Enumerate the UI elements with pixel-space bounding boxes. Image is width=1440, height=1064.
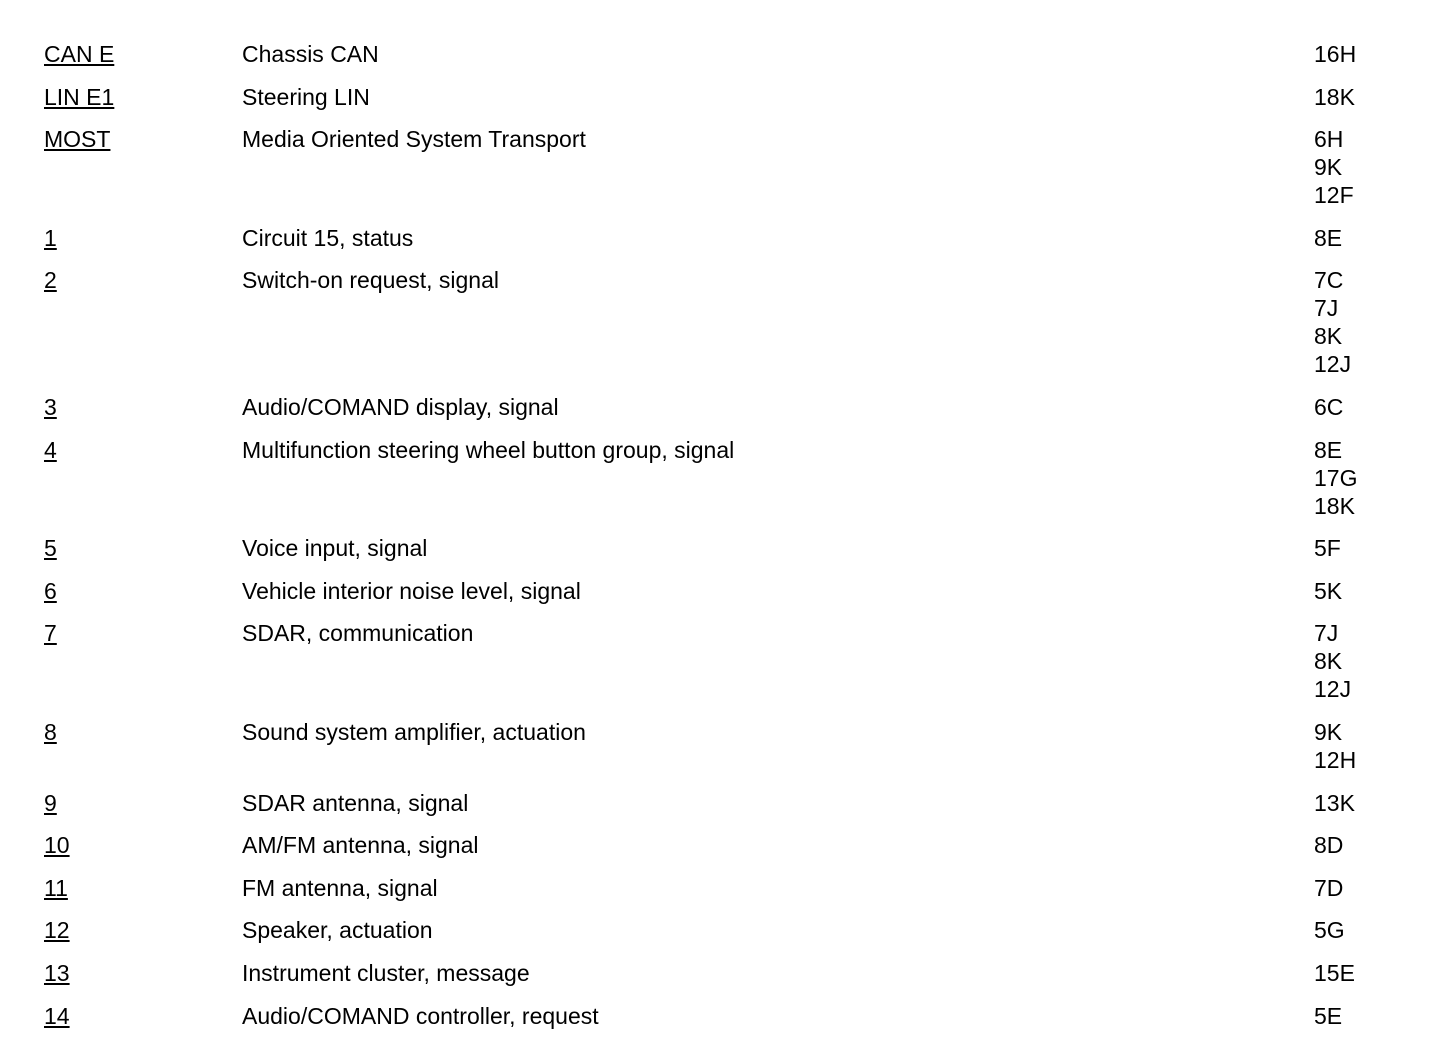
- legend-description: Multifunction steering wheel button group, signal: [242, 436, 735, 463]
- legend-row: [0, 125, 1440, 209]
- legend-code-link[interactable]: LIN E1: [44, 83, 115, 110]
- grid-reference: 16H: [1314, 41, 1357, 67]
- grid-reference: 6H: [1314, 126, 1344, 153]
- legend-code-cell: [0, 874, 242, 902]
- legend-code-link[interactable]: 6: [44, 577, 57, 604]
- grid-reference: 5E: [1314, 1002, 1343, 1029]
- legend-row: [0, 831, 1440, 859]
- grid-references: [1314, 534, 1341, 562]
- legend-row: [0, 1002, 1440, 1030]
- legend-row: [0, 619, 1440, 703]
- legend-code-link[interactable]: 9: [44, 789, 57, 816]
- legend-row: [0, 534, 1440, 562]
- legend-code-cell: [0, 534, 242, 562]
- legend-code-cell: [0, 718, 242, 746]
- legend-row: [0, 874, 1440, 902]
- grid-reference: 9K: [1314, 154, 1343, 181]
- grid-references: [1314, 718, 1356, 774]
- legend-code-link[interactable]: 8: [44, 718, 57, 745]
- grid-references: [1314, 916, 1345, 944]
- grid-references: [1314, 266, 1351, 378]
- legend-code-cell: [0, 224, 242, 252]
- grid-references: [1314, 577, 1342, 605]
- legend-code-cell: [0, 125, 242, 153]
- grid-reference: 7J: [1314, 295, 1339, 322]
- grid-references: [1314, 393, 1343, 421]
- grid-reference: 5K: [1314, 577, 1343, 604]
- legend-code-cell: [0, 40, 242, 68]
- legend-row: [0, 393, 1440, 421]
- legend-row: [0, 718, 1440, 774]
- legend-description: Media Oriented System Transport: [242, 126, 586, 153]
- legend-code-cell: [0, 959, 242, 987]
- grid-reference: 18K: [1314, 83, 1355, 110]
- grid-reference: 7D: [1314, 874, 1344, 901]
- legend-description: Audio/COMAND display, signal: [242, 393, 559, 420]
- legend-code-link[interactable]: 4: [44, 436, 57, 463]
- legend-description: Vehicle interior noise level, signal: [242, 577, 581, 604]
- grid-references: [1314, 874, 1343, 902]
- legend-code-cell: [0, 393, 242, 421]
- grid-reference: 18K: [1314, 492, 1355, 519]
- grid-reference: 7C: [1314, 267, 1344, 294]
- legend-description: Voice input, signal: [242, 535, 428, 562]
- legend-description: Steering LIN: [242, 83, 370, 110]
- legend-description: AM/FM antenna, signal: [242, 832, 479, 859]
- legend-row: [0, 40, 1440, 68]
- grid-reference: 12J: [1314, 676, 1352, 703]
- legend-code-link[interactable]: 14: [44, 1002, 70, 1029]
- grid-reference: 17G: [1314, 464, 1358, 491]
- legend-description: Speaker, actuation: [242, 917, 433, 944]
- grid-reference: 9K: [1314, 718, 1343, 745]
- grid-reference: 8K: [1314, 323, 1343, 350]
- grid-reference: 12J: [1314, 351, 1352, 378]
- grid-reference: 6C: [1314, 393, 1344, 420]
- grid-references: [1314, 83, 1355, 111]
- grid-references: [1314, 789, 1355, 817]
- grid-reference: 8K: [1314, 648, 1343, 675]
- legend-code-link[interactable]: 5: [44, 535, 57, 562]
- legend-description: SDAR, communication: [242, 620, 474, 647]
- legend-code-cell: [0, 619, 242, 647]
- grid-reference: 8E: [1314, 436, 1343, 463]
- legend-code-cell: [0, 83, 242, 111]
- legend-row: [0, 224, 1440, 252]
- grid-reference: 15E: [1314, 959, 1355, 986]
- legend-code-cell: [0, 577, 242, 605]
- legend-code-link[interactable]: 10: [44, 832, 70, 859]
- legend-code-cell: [0, 266, 242, 294]
- legend-row: [0, 959, 1440, 987]
- legend-code-link[interactable]: 11: [44, 874, 68, 901]
- grid-reference: 5G: [1314, 917, 1345, 944]
- legend-code-link[interactable]: MOST: [44, 126, 111, 153]
- grid-references: [1314, 959, 1355, 987]
- legend-code-link[interactable]: 2: [44, 267, 57, 294]
- legend-description: Instrument cluster, message: [242, 959, 530, 986]
- legend-code-cell: [0, 436, 242, 464]
- legend-code-link[interactable]: 13: [44, 959, 70, 986]
- legend-description: Switch-on request, signal: [242, 267, 499, 294]
- grid-reference: 8E: [1314, 224, 1343, 251]
- grid-reference: 12H: [1314, 746, 1357, 773]
- legend-code-link[interactable]: 3: [44, 393, 57, 420]
- grid-references: [1314, 1002, 1342, 1030]
- grid-references: [1314, 436, 1357, 520]
- grid-references: [1314, 831, 1343, 859]
- grid-reference: 5F: [1314, 535, 1341, 562]
- grid-reference: 7J: [1314, 620, 1339, 647]
- grid-reference: 8D: [1314, 832, 1344, 859]
- legend-code-link[interactable]: 1: [44, 224, 57, 251]
- legend-code-cell: [0, 789, 242, 817]
- legend-row: [0, 266, 1440, 378]
- legend-row: [0, 789, 1440, 817]
- grid-references: [1314, 224, 1342, 252]
- legend-code-cell: [0, 831, 242, 859]
- grid-reference: 12F: [1314, 182, 1354, 209]
- legend-row: [0, 577, 1440, 605]
- legend-description: Audio/COMAND controller, request: [242, 1002, 599, 1029]
- grid-references: [1314, 40, 1356, 68]
- legend-row: [0, 83, 1440, 111]
- legend-code-link[interactable]: CAN E: [44, 41, 115, 67]
- grid-references: [1314, 125, 1354, 209]
- legend-code-cell: [0, 1002, 242, 1030]
- legend-code-link[interactable]: 12: [44, 917, 70, 944]
- legend-code-cell: [0, 916, 242, 944]
- legend-description: Chassis CAN: [242, 41, 379, 67]
- legend-description: Circuit 15, status: [242, 224, 414, 251]
- legend-description: Sound system amplifier, actuation: [242, 718, 586, 745]
- grid-reference: 13K: [1314, 789, 1355, 816]
- legend-description: FM antenna, signal: [242, 874, 438, 901]
- grid-references: [1314, 619, 1351, 703]
- legend-row: [0, 916, 1440, 944]
- legend-description: SDAR antenna, signal: [242, 789, 469, 816]
- legend-row: [0, 436, 1440, 520]
- legend-code-link[interactable]: 7: [44, 620, 57, 647]
